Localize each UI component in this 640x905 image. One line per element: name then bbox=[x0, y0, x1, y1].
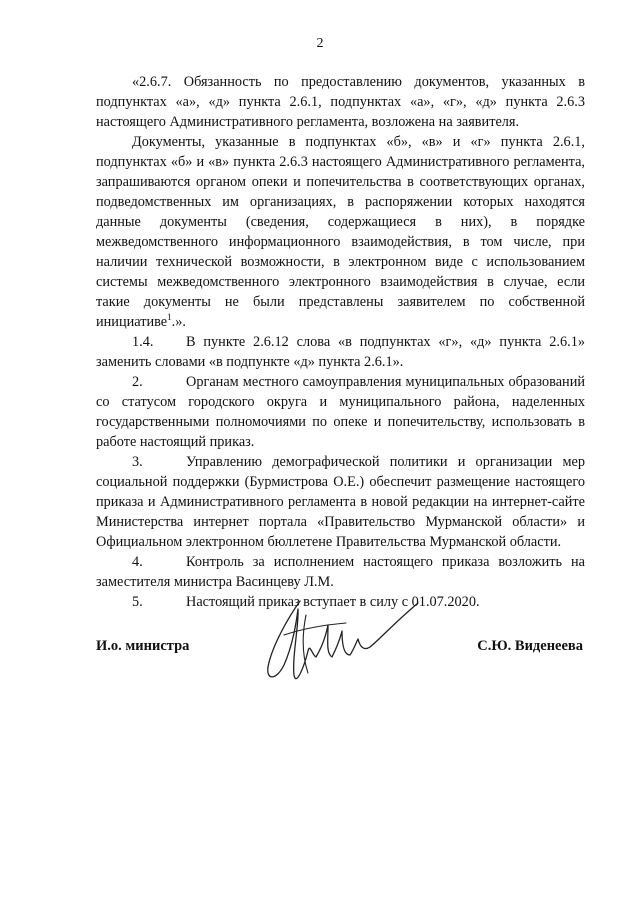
page-number: 2 bbox=[316, 36, 324, 51]
paragraph-2-6-7: «2.6.7. Обязанность по предоставлению документов, указанных в подпунктах «а», «д» пункта 2.6.1, подпунктах «а», «г», «д» пункта 2.6.3 настоящего Административного регламента, возложена на заявителя. bbox=[96, 74, 585, 130]
signatory-name: С.Ю. Виденеева bbox=[477, 638, 583, 654]
document-body bbox=[96, 72, 585, 612]
item-number: 5. bbox=[132, 594, 143, 610]
handwritten-signature bbox=[262, 595, 422, 690]
item-number: 2. bbox=[132, 374, 143, 390]
item-text: Настоящий приказ вступает в силу с 01.07.2020. bbox=[186, 594, 480, 610]
paragraph-documents-request-text: Документы, указанные в подпунктах «б», «в» и «г» пункта 2.6.1, подпунктах «б» и «в» пункта 2.6.3 настоящего Административного регламента, запрашиваются органом опеки и попечительства в соответствующих органах, подведомственных им организациях, в распоряжении которых находятся данные документы (сведения, содержащиеся в них), в порядке межведомственного информационного взаимодействия, в том числе, при наличии технической возможности, в электронном виде с использованием системы межведомственного электронного взаимодействия в случае, если такие документы не были представлены заявителем по собственной инициативе bbox=[96, 134, 585, 330]
item-number: 1.4. bbox=[132, 334, 154, 350]
item-text: Управлению демографической политики и организации мер социальной поддержки (Бурмистрова О.Е.) обеспечит размещение настоящего приказа и Административного регламента в новой редакции на интернет-сайте Министерства интернет портала «Правительство Мурманской области» и Официальном электронном бюллетене Правительства Мурманской области. bbox=[96, 454, 585, 550]
item-3 bbox=[96, 452, 585, 552]
footnote-marker: 1 bbox=[167, 312, 172, 323]
item-4 bbox=[96, 552, 585, 592]
item-number: 4. bbox=[132, 554, 143, 570]
item-text: В пункте 2.6.12 слова «в подпунктах «г», «д» пункта 2.6.1» заменить словами «в подпункте «д» пункта 2.6.1». bbox=[96, 334, 585, 370]
item-1-4 bbox=[96, 332, 585, 372]
item-text: Контроль за исполнением настоящего приказа возложить на заместителя министра Васинцеву Л.М. bbox=[96, 554, 585, 590]
paragraph-documents-request bbox=[96, 132, 585, 332]
signatory-title: И.о. министра bbox=[96, 638, 190, 654]
item-text: Органам местного самоуправления муниципальных образований со статусом городского округа и муниципального района, наделенных государственными полномочиями по опеке и попечительству, использовать в работе настоящий приказ. bbox=[96, 374, 585, 450]
paragraph-closing-quote: .». bbox=[171, 314, 186, 330]
item-number: 3. bbox=[132, 454, 143, 470]
item-2 bbox=[96, 372, 585, 452]
